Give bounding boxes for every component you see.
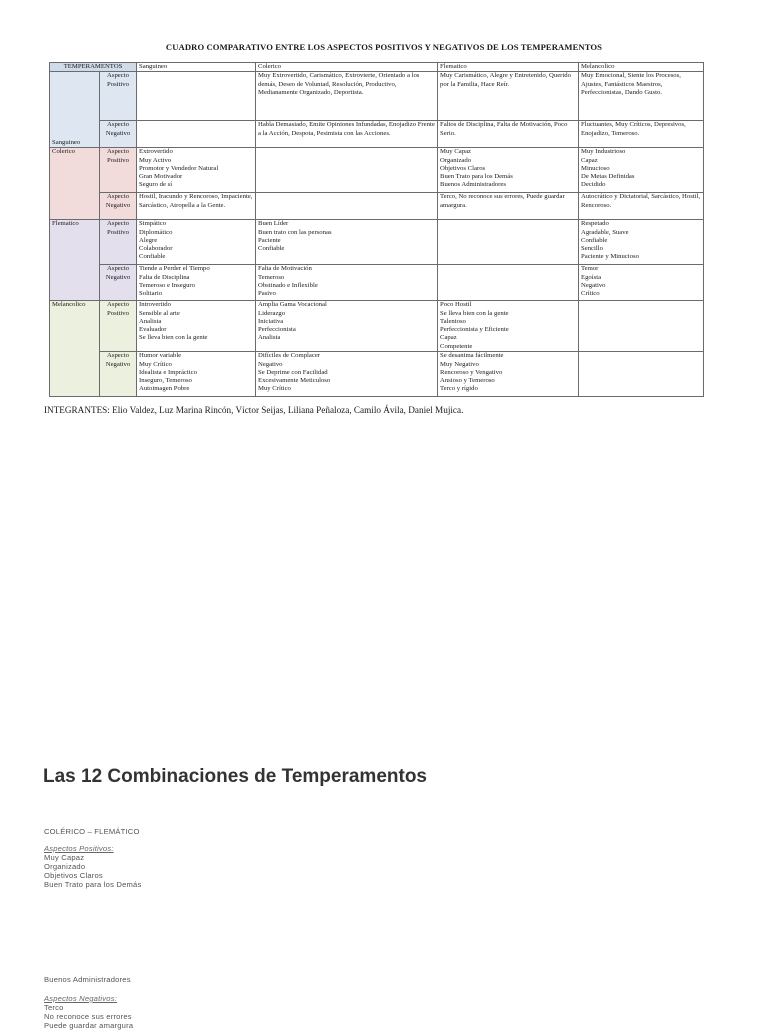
- temperament-label-colerico: [50, 148, 100, 220]
- trait-item: Confiable: [258, 245, 285, 253]
- trait-cell: [579, 220, 704, 265]
- negatives-label: Aspectos Negativos:: [44, 994, 118, 1003]
- trait-item: Minucioso: [581, 164, 610, 172]
- trait-item: Talentoso: [440, 317, 466, 325]
- trait-item: Extrovertido: [139, 148, 173, 156]
- negative-item: Puede guardar amargura: [44, 1021, 134, 1030]
- trait-item: De Metas Definidas: [581, 173, 635, 181]
- trait-item: Analista: [139, 317, 162, 325]
- trait-item: Falta de Motivación: [258, 265, 312, 273]
- aspect-positive: [100, 301, 137, 352]
- trait-item: Muy Negativo: [440, 360, 479, 368]
- trait-item: Se Deprime con Facilidad: [258, 368, 328, 376]
- trait-cell: [137, 301, 256, 352]
- trait-cell: [579, 301, 704, 352]
- trait-item: Muy Emocional, Siente los Procesos, Ajustes, Fantásticos Maestros, Perfeccionistas, Dando Gusto.: [581, 72, 681, 96]
- trait-cell: [137, 72, 256, 121]
- trait-cell: [137, 352, 256, 397]
- trait-item: Muy Activo: [139, 156, 172, 164]
- positive-item: Muy Capaz: [44, 853, 85, 862]
- trait-cell: [256, 148, 438, 193]
- trait-item: Rencoroso y Vengativo: [440, 368, 503, 376]
- trait-cell: [256, 265, 438, 301]
- document-title: CUADRO COMPARATIVO ENTRE LOS ASPECTOS POSITIVOS Y NEGATIVOS DE LOS TEMPERAMENTOS: [165, 42, 603, 52]
- positives-block: [44, 844, 141, 889]
- trait-item: Habla Demasiado, Emite Opiniones Infundadas, Enojadizo Frente a la Acción, Despota, Pesimista con las Acciones.: [258, 121, 435, 137]
- aspect-positive: [100, 148, 137, 193]
- trait-item: Capaz: [440, 334, 457, 342]
- trait-cell: [438, 352, 579, 397]
- negative-item: Terco: [44, 1003, 64, 1012]
- trait-item: Organizado: [440, 156, 472, 164]
- trait-item: Poco Hostil: [440, 301, 472, 309]
- aspect-label: Negativo: [105, 273, 131, 281]
- trait-item: Se desanima fácilmente: [440, 352, 504, 360]
- positive-item: Buen Trato para los Demás: [44, 880, 142, 889]
- trait-item: Fluctuantes, Muy Críticos, Depresivos, Enojadizo, Temeroso.: [581, 121, 686, 137]
- aspect-label: Negativo: [105, 360, 131, 368]
- trait-item: Confiable: [139, 253, 166, 261]
- trait-cell: [137, 265, 256, 301]
- trait-item: Buen Líder: [258, 220, 289, 228]
- trait-item: Muy Crítico: [258, 385, 291, 393]
- trait-item: Alegre: [139, 236, 158, 244]
- table-body: [50, 72, 704, 397]
- positive-item: Buenos Administradores: [44, 975, 131, 984]
- aspect-label: Aspecto: [107, 265, 129, 273]
- trait-item: Humor variable: [139, 352, 182, 360]
- trait-item: Temor: [581, 265, 599, 273]
- trait-item: Iniciativa: [258, 317, 284, 325]
- trait-item: Simpático: [139, 220, 167, 228]
- combination-title: COLÉRICO – FLEMÁTICO: [44, 827, 140, 836]
- trait-item: Analista: [258, 334, 281, 342]
- table-row: [50, 193, 704, 220]
- trait-item: Negativo: [581, 281, 606, 289]
- header-temperamentos: TEMPERAMENTOS: [50, 63, 137, 72]
- trait-item: Gran Motivador: [139, 173, 183, 181]
- trait-cell: [579, 72, 704, 121]
- temperament-label-flematico: [50, 220, 100, 301]
- trait-item: Temeroso e Inseguro: [139, 281, 195, 289]
- trait-item: Confiable: [581, 236, 608, 244]
- header-melancolico: Melancolico: [579, 63, 704, 72]
- trait-cell: [579, 352, 704, 397]
- temperament-name: Sanguineo: [52, 139, 81, 146]
- trait-item: Obstinado e Inflexible: [258, 281, 318, 289]
- trait-item: Sensible al arte: [139, 309, 180, 317]
- trait-cell: [137, 220, 256, 265]
- trait-item: Seguro de sí: [139, 181, 173, 189]
- trait-item: Tiende a Perder el Tiempo: [139, 265, 210, 273]
- trait-item: Solitario: [139, 290, 163, 298]
- table-row: [50, 121, 704, 148]
- trait-item: Promotor y Vendedor Natural: [139, 164, 219, 172]
- temperament-name: Colerico: [52, 148, 76, 156]
- trait-item: Diplomático: [139, 228, 173, 236]
- positive-item: Objetivos Claros: [44, 871, 103, 880]
- trait-cell: [579, 148, 704, 193]
- aspect-label: Negativo: [105, 129, 131, 137]
- aspect-negative: [100, 265, 137, 301]
- trait-cell: [256, 301, 438, 352]
- trait-cell: [438, 193, 579, 220]
- section-heading: Las 12 Combinaciones de Temperamentos: [43, 766, 427, 787]
- trait-item: Agradable, Suave: [581, 228, 629, 236]
- trait-item: Amplia Gama Vocacional: [258, 301, 327, 309]
- aspect-label: Positivo: [107, 80, 129, 88]
- trait-cell: [256, 72, 438, 121]
- trait-cell: [579, 121, 704, 148]
- aspect-label: Aspecto: [107, 301, 129, 309]
- trait-item: Liderazgo: [258, 309, 286, 317]
- aspect-label: Aspecto: [107, 121, 129, 129]
- aspect-negative: [100, 352, 137, 397]
- aspect-negative: [100, 193, 137, 220]
- trait-item: Competente: [440, 342, 473, 350]
- trait-item: Perfeccionista: [258, 326, 296, 334]
- trait-item: Pasivo: [258, 290, 276, 298]
- trait-item: Paciente: [258, 236, 281, 244]
- trait-item: Muy Crítico: [139, 360, 172, 368]
- trait-item: Falta de Disciplina: [139, 273, 190, 281]
- positives-label: Aspectos Positivos:: [44, 844, 114, 853]
- temperament-name: Melancolico: [52, 301, 86, 309]
- table-row: [50, 301, 704, 352]
- trait-item: Introvertido: [139, 301, 171, 309]
- aspect-positive: [100, 220, 137, 265]
- trait-cell: [137, 148, 256, 193]
- trait-item: Egoísta: [581, 273, 602, 281]
- table-row: [50, 72, 704, 121]
- trait-item: Crítico: [581, 290, 600, 298]
- trait-cell: [256, 220, 438, 265]
- trait-item: Autoimagen Pobre: [139, 385, 190, 393]
- trait-cell: [256, 193, 438, 220]
- trait-item: Muy Capaz: [440, 148, 472, 156]
- temperament-name: Flematico: [52, 220, 79, 228]
- aspect-label: Positivo: [107, 156, 129, 164]
- aspect-label: Aspecto: [107, 148, 129, 156]
- trait-item: Hostil, Iracundo y Rencoroso, Impaciente, Sarcástico, Atropella a la Gente.: [139, 193, 253, 209]
- trait-item: Muy Industrioso: [581, 148, 626, 156]
- negative-item: No reconoce sus errores: [44, 1012, 132, 1021]
- trait-item: Buen trato con las personas: [258, 228, 332, 236]
- trait-cell: [256, 121, 438, 148]
- trait-item: Autocrático y Dictatorial, Sarcástico, Hostil, Rencoroso.: [581, 193, 701, 209]
- trait-cell: [137, 193, 256, 220]
- trait-item: Terco, No reconoce sus errores, Puede guardar amargura.: [440, 193, 565, 209]
- trait-item: Muy Extrovertido, Carismático, Extrovierte, Orientado a los demás, Deseo de Voluntad, Resolución, Productivo, Medianamente Organizado, Deportista.: [258, 72, 420, 96]
- table-row: [50, 148, 704, 193]
- aspect-label: Negativo: [105, 201, 131, 209]
- trait-item: Buen Trato para los Demás: [440, 173, 513, 181]
- trait-cell: [438, 265, 579, 301]
- table-row: [50, 352, 704, 397]
- trait-item: Temeroso: [258, 273, 285, 281]
- trait-item: Capaz: [581, 156, 598, 164]
- integrantes-line: INTEGRANTES: Elio Valdez, Luz Marina Rincón, Víctor Seijas, Liliana Peñaloza, Camilo Ávila, Daniel Mujica.: [44, 405, 464, 415]
- trait-item: Respetado: [581, 220, 609, 228]
- trait-item: Perfeccionista y Eficiente: [440, 326, 509, 334]
- trait-cell: [438, 220, 579, 265]
- trait-item: Sencillo: [581, 245, 603, 253]
- trait-cell: [256, 352, 438, 397]
- trait-item: Decidido: [581, 181, 606, 189]
- header-sanguineo: Sanguineo: [137, 63, 256, 72]
- trait-item: Colaborador: [139, 245, 173, 253]
- aspect-negative: [100, 121, 137, 148]
- temperament-label-melancolico: [50, 301, 100, 397]
- trait-item: Se lleva bien con la gente: [139, 334, 208, 342]
- trait-item: Excesivamente Meticuloso: [258, 377, 331, 385]
- temperament-label-sanguineo: [50, 72, 100, 148]
- positives-continued-block: [44, 975, 131, 984]
- trait-cell: [438, 148, 579, 193]
- header-flematico: Flematico: [438, 63, 579, 72]
- aspect-label: Aspecto: [107, 193, 129, 201]
- trait-cell: [579, 193, 704, 220]
- table-header-row: [50, 63, 704, 72]
- trait-item: Negativo: [258, 360, 283, 368]
- trait-item: Paciente y Minucioso: [581, 253, 639, 261]
- header-colerico: Colerico: [256, 63, 438, 72]
- aspect-label: Positivo: [107, 309, 129, 317]
- trait-cell: [438, 72, 579, 121]
- trait-item: Faltos de Disciplina, Falta de Motivación, Poco Serio.: [440, 121, 568, 137]
- aspect-label: Positivo: [107, 228, 129, 236]
- trait-item: Terco y rígido: [440, 385, 478, 393]
- trait-cell: [579, 265, 704, 301]
- trait-item: Buenos Administradores: [440, 181, 506, 189]
- trait-item: Se lleva bien con la gente: [440, 309, 509, 317]
- trait-cell: [137, 121, 256, 148]
- aspect-positive: [100, 72, 137, 121]
- aspect-label: Aspecto: [107, 220, 129, 228]
- trait-item: Inseguro, Temeroso: [139, 377, 192, 385]
- aspect-label: Aspecto: [107, 72, 129, 80]
- table-row: [50, 265, 704, 301]
- comparison-table: [49, 62, 704, 397]
- trait-item: Evaluador: [139, 326, 167, 334]
- trait-item: Ansioso y Temeroso: [440, 377, 495, 385]
- trait-cell: [438, 301, 579, 352]
- negatives-block: [44, 994, 133, 1030]
- trait-item: Idealista e Impráctico: [139, 368, 197, 376]
- positive-item: Organizado: [44, 862, 86, 871]
- trait-item: Muy Carismático, Alegre y Entretenido, Querido por la Familia, Hace Reír.: [440, 72, 571, 88]
- aspect-label: Aspecto: [107, 352, 129, 360]
- trait-cell: [438, 121, 579, 148]
- table-row: [50, 220, 704, 265]
- trait-item: Objetivos Claros: [440, 164, 486, 172]
- trait-item: Difíciles de Complacer: [258, 352, 321, 360]
